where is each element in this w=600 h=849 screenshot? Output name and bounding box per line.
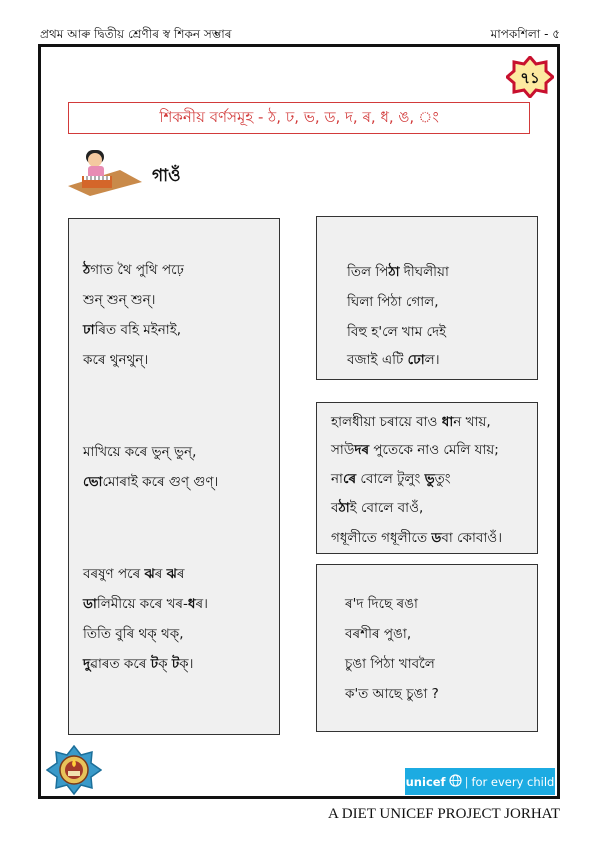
rhyme-line: মাখিয়ে কৰে ভুন্‌ ভুন্‌, [83, 444, 197, 460]
section-title: গাওঁ [152, 166, 181, 186]
rhyme-line: নাৰে বোলে টুলুং ভুতুং [331, 471, 451, 487]
rhyme-line: বৰষুণ পৰে ঝৰ ঝৰ [83, 566, 185, 582]
rhyme-line: তিল পিঠা দীঘলীয়া [347, 264, 449, 280]
rhyme-line: দুৱাৰত কৰে টক্‌ টক্‌। [83, 656, 194, 672]
page-number-badge [506, 56, 554, 98]
rhyme-box-4 [316, 564, 538, 732]
rhyme-line: কৰে থুনথুন্‌। [83, 352, 149, 368]
rhyme-line: ঢাৰিত বহি মইনাই, [83, 322, 182, 338]
rhyme-line: ভোমোৰাই কৰে গুণ্‌ গুণ্‌। [83, 474, 219, 490]
rhyme-line: বঠাই বোলে বাওঁ, [331, 500, 424, 516]
rhyme-line: ক'ত আছে চুঙা ? [345, 686, 439, 702]
rhyme-box-3 [316, 402, 538, 554]
rhyme-box-2 [316, 216, 538, 380]
rhyme-line: চুঙা পিঠা খাবলৈ [345, 656, 435, 672]
rhyme-line: হালধীয়া চৰায়ে বাও ধান খায়, [331, 414, 491, 430]
globe-icon [449, 774, 462, 790]
rhyme-line: ৰ'দ দিছে ৰঙা [345, 596, 418, 612]
rhyme-line: বজাই এটি ঢোল। [347, 352, 440, 368]
rhyme-line: বৰশীৰ পুঙা, [345, 626, 412, 642]
girl-playing-harmonium-icon [64, 142, 144, 196]
rhyme-line: শুন্‌ শুন্‌ শুন্‌। [83, 292, 156, 308]
rhyme-line: তিতি বুৰি থক্‌ থক্‌, [83, 626, 184, 642]
learning-letters-banner: শিকনীয় বৰ্ণসমূহ - ঠ, ঢ, ভ, ড, দ, ৰ, ধ, ঙ, ং [68, 102, 530, 134]
unicef-brand: unicef [405, 774, 446, 789]
rhyme-line: ঘিলা পিঠা গোল, [347, 294, 439, 310]
rhyme-line: বিহু হ'লে খাম দেই [347, 324, 447, 340]
footer-credit: A DIET UNICEF PROJECT JORHAT [328, 806, 560, 822]
unicef-separator: | [464, 774, 469, 789]
diet-emblem-logo [46, 745, 102, 795]
unicef-tagline: for every child [471, 774, 555, 789]
rhyme-box-1 [68, 218, 280, 735]
rhyme-line: ডালিমীয়ে কৰে খৰ-ধৰ। [83, 596, 208, 612]
rhyme-line: সাউদৰ পুতেকে নাও মেলি যায়; [331, 442, 499, 458]
rhyme-line: গধূলীতে গধূলীতে ডবা কোবাওঁ। [331, 530, 503, 546]
rhyme-line: ঠগাত থৈ পুথি পঢ়ে [83, 262, 184, 278]
page-number: ৭১ [520, 69, 540, 87]
header-left-title: প্ৰথম আৰু দ্বিতীয় শ্ৰেণীৰ স্ব শিকন সম্ভাৰ [40, 27, 232, 41]
unicef-logo [405, 768, 555, 795]
header-right-title: মাপকশিলা - ৫ [490, 27, 560, 41]
